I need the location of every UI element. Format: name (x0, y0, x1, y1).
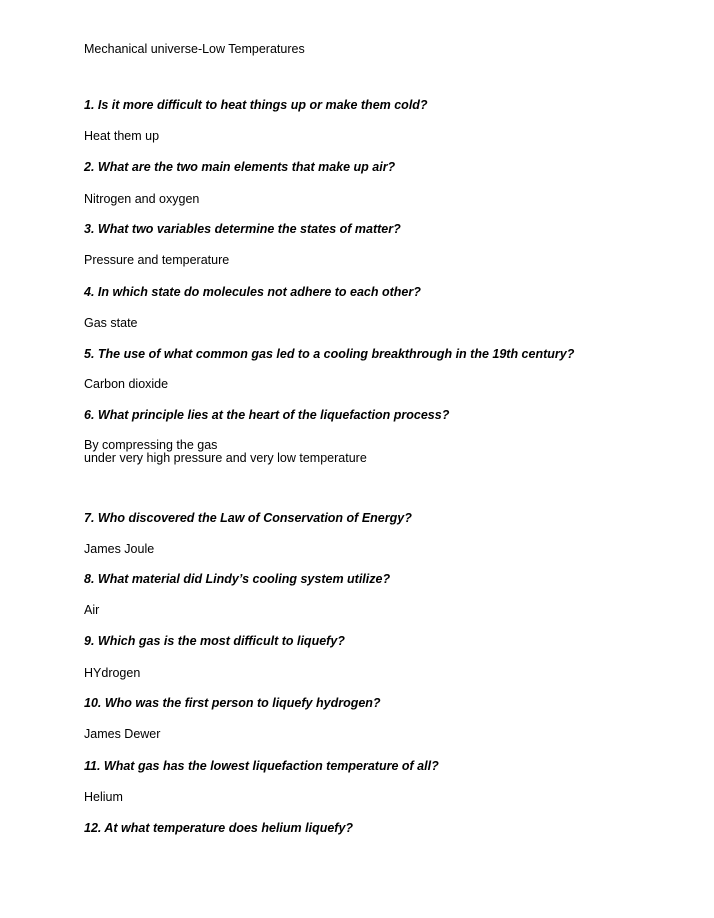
document-title: Mechanical universe-Low Temperatures (84, 42, 305, 56)
answer-7: James Joule (84, 542, 155, 556)
answer-11: Helium (84, 790, 123, 804)
answer-5: Carbon dioxide (84, 377, 169, 391)
question-3: 3. What two variables determine the states of matter? (84, 222, 401, 236)
question-11: 11. What gas has the lowest liquefaction temperature of all? (84, 759, 439, 773)
answer-2: Nitrogen and oxygen (84, 192, 200, 206)
question-7: 7. Who discovered the Law of Conservation of Energy? (84, 511, 412, 525)
answer-6-line-2: under very high pressure and very low temperature (84, 451, 367, 465)
answer-4: Gas state (84, 316, 138, 330)
answer-9: HYdrogen (84, 666, 141, 680)
question-12: 12. At what temperature does helium liquefy? (84, 821, 354, 835)
answer-8: Air (84, 603, 100, 617)
question-10: 10. Who was the first person to liquefy hydrogen? (84, 696, 381, 710)
answer-6: By compressing the gas (84, 438, 218, 452)
answer-10: James Dewer (84, 727, 161, 741)
answer-3: Pressure and temperature (84, 253, 230, 267)
question-1: 1. Is it more difficult to heat things up or make them cold? (84, 98, 428, 112)
question-9: 9. Which gas is the most difficult to liquefy? (84, 634, 345, 648)
question-2: 2. What are the two main elements that make up air? (84, 160, 396, 174)
question-5: 5. The use of what common gas led to a cooling breakthrough in the 19th century? (84, 347, 575, 361)
answer-1: Heat them up (84, 129, 160, 143)
question-8: 8. What material did Lindy’s cooling system utilize? (84, 572, 391, 586)
question-4: 4. In which state do molecules not adhere to each other? (84, 285, 421, 299)
question-6: 6. What principle lies at the heart of the liquefaction process? (84, 408, 450, 422)
